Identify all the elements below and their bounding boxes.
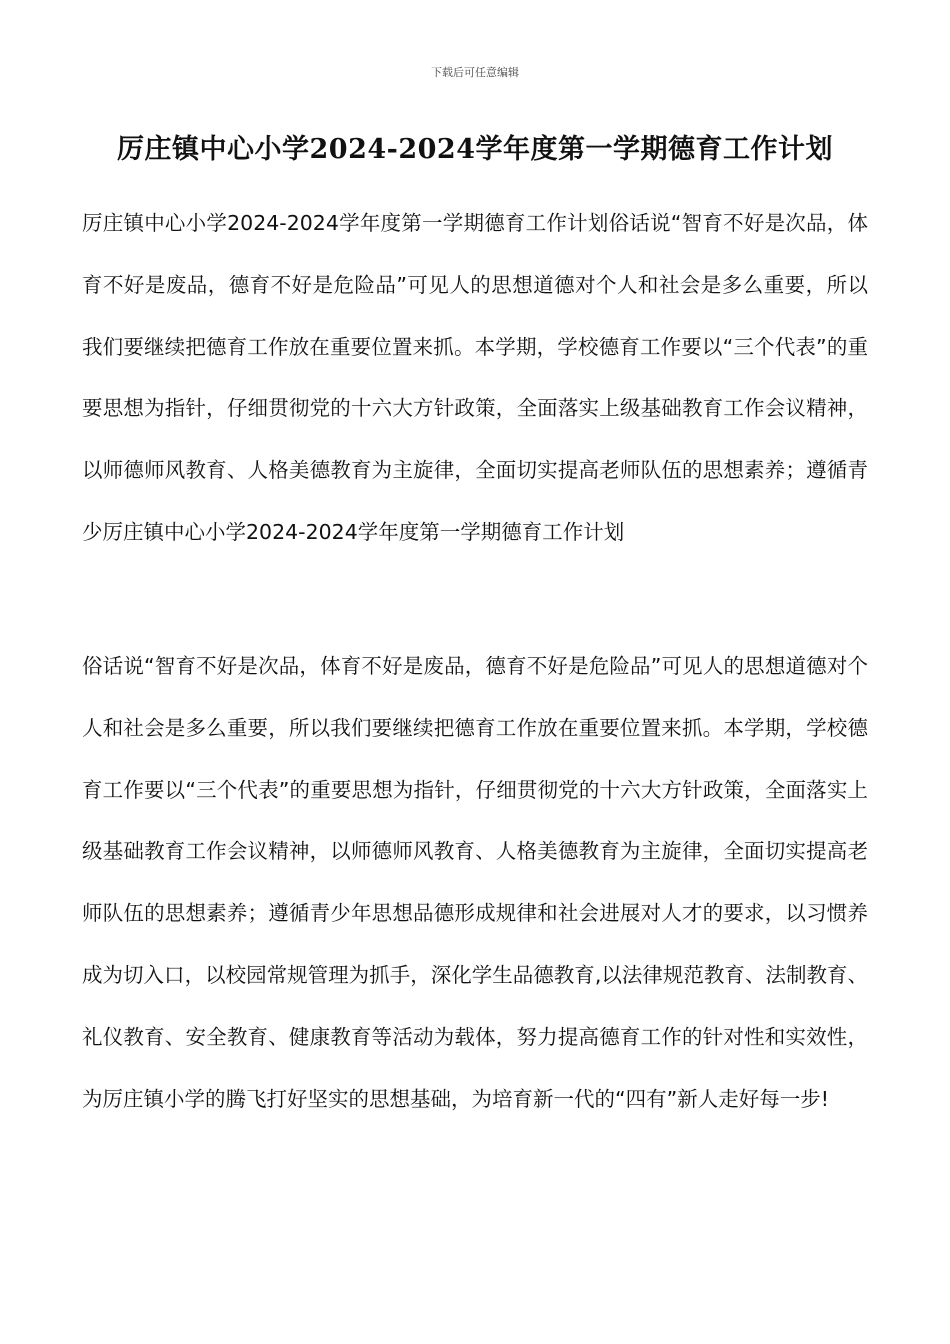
document-title: 厉庄镇中心小学2024-2024学年度第一学期德育工作计划 bbox=[117, 134, 833, 165]
paragraph-body: 俗话说“智育不好是次品，体育不好是废品，德育不好是危险品”可见人的思想道德对个人和社会是多么重要，所以我们要继续把德育工作放在重要位置来抓。本学期，学校德育工作要以“三个代表”的重要思想为指针，仔细贯彻党的十六大方针政策，全面落实上级基础教育工作会议精神，以师德师风教育、人格美德教育为主旋律，全面切实提高老师队伍的思想素养；遵循青少年思想品德形成规律和社会进展对人才的要求，以习惯养成为切入口，以校园常规管理为抓手，深化学生品德教育,以法律规范教育、法制教育、礼仪教育、安全教育、健康教育等活动为载体，努力提高德育工作的针对性和实效性，为厉庄镇小学的腾飞打好坚实的思想基础，为培育新一代的“四有”新人走好每一步! bbox=[82, 654, 868, 1111]
page-header-note: 下载后可任意编辑 bbox=[431, 66, 519, 79]
paragraph-intro: 厉庄镇中心小学2024-2024学年度第一学期德育工作计划俗话说“智育不好是次品，体育不好是废品，德育不好是危险品”可见人的思想道德对个人和社会是多么重要，所以我们要继续把德育工作放在重要位置来抓。本学期，学校德育工作要以“三个代表”的重要思想为指针，仔细贯彻党的十六大方针政策，全面落实上级基础教育工作会议精神，以师德师风教育、人格美德教育为主旋律，全面切实提高老师队伍的思想素养；遵循青少厉庄镇中心小学2024-2024学年度第一学期德育工作计划 bbox=[82, 211, 868, 544]
